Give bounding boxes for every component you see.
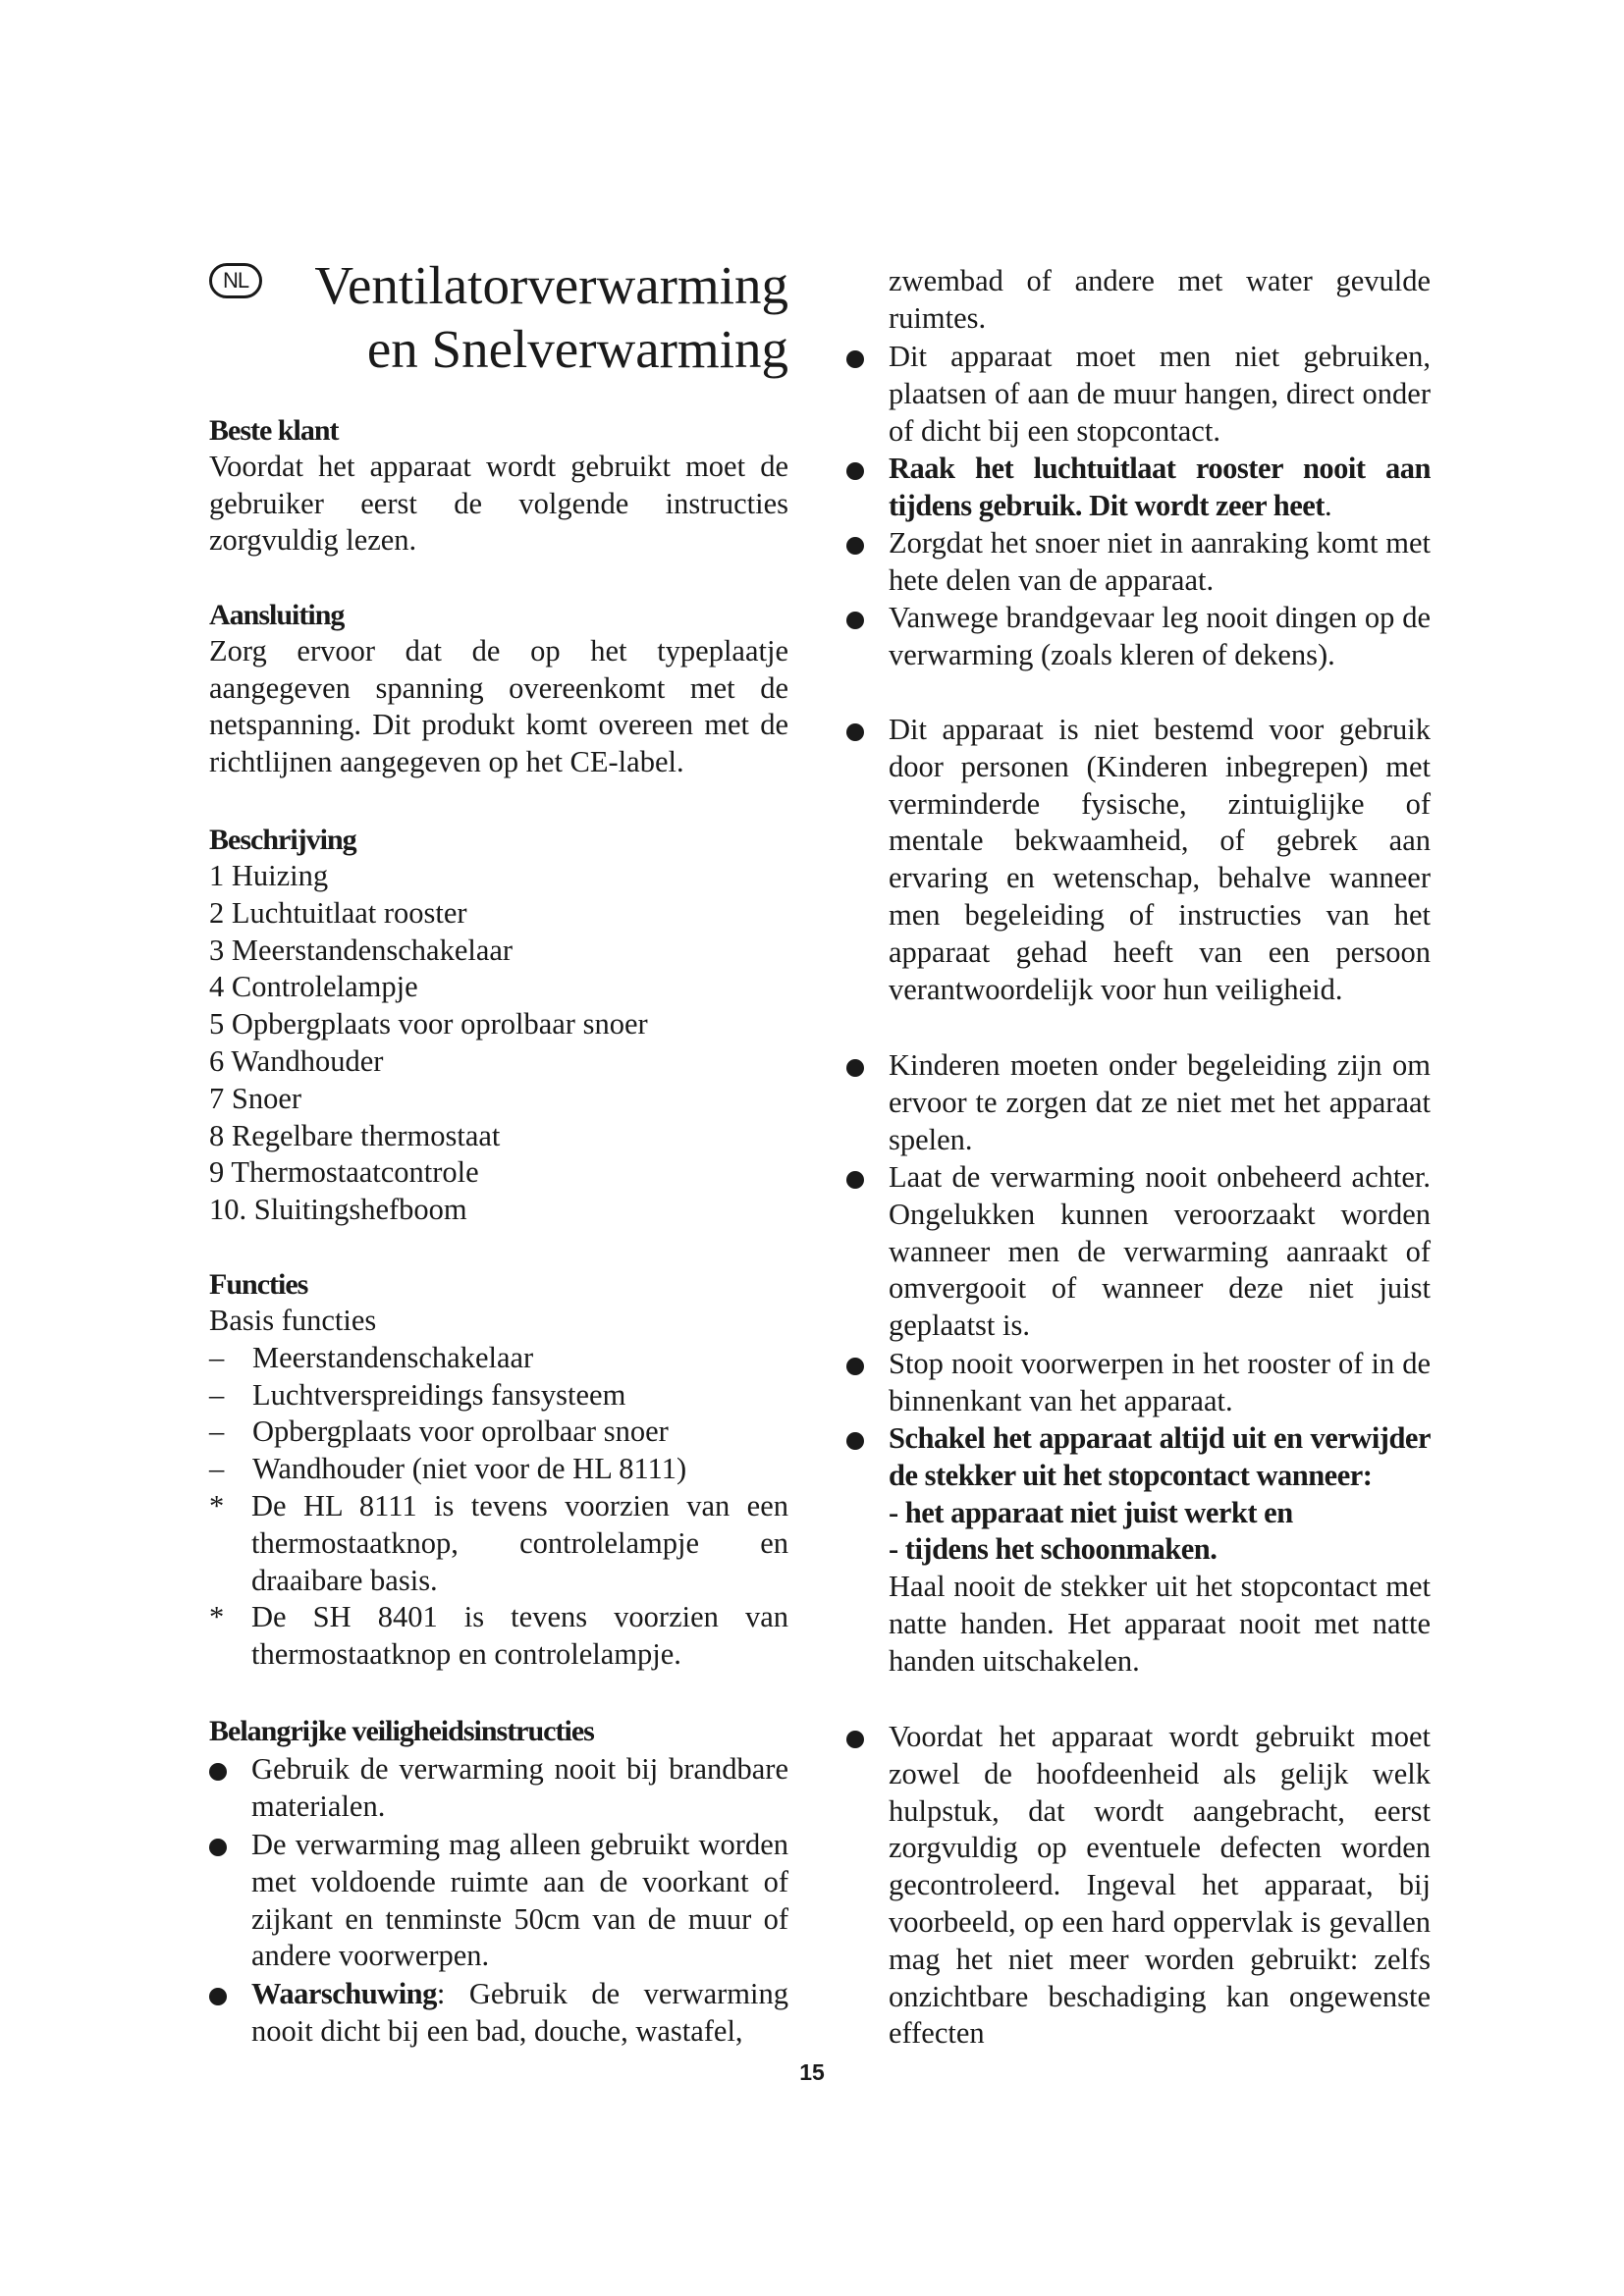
bullet-icon (209, 1839, 227, 1856)
bullet-icon (846, 612, 864, 629)
safety-bullet (846, 712, 1431, 1008)
warning-label: Waarschuwing (251, 1977, 437, 2010)
description-item: 9 Thermostaatcontrole (209, 1155, 479, 1190)
connection-heading: Aansluiting (209, 599, 345, 631)
description-item: 7 Snoer (209, 1081, 302, 1115)
safety-sub-item: - het apparaat niet juist werkt en (889, 1495, 1293, 1529)
bullet-icon (846, 1358, 864, 1375)
description-item: 10. Sluitingshefboom (209, 1193, 467, 1227)
function-item (209, 1340, 788, 1377)
safety-bullet-bold-text: Raak het luchtuitlaat rooster nooit aan tijdens gebruik. Dit wordt zeer heet (889, 452, 1431, 522)
bullet-icon (846, 537, 864, 555)
bullet-icon (209, 1763, 227, 1781)
safety-bullet (846, 525, 1431, 600)
function-item (209, 1451, 788, 1488)
safety-bullet (846, 1420, 1431, 1681)
safety-bullet-text: Vanwege brandgevaar leg nooit dingen op de verwarming (zoals kleren of dekens). (889, 601, 1431, 671)
safety-bullet-rest: Haal nooit de stekker uit het stopcontact met natte handen. Het apparaat nooit met natte handen uitschakelen. (889, 1570, 1431, 1678)
safety-bullet-text: Zorgdat het snoer niet in aanraking komt met hete delen van de apparaat. (889, 526, 1431, 597)
description-item: 4 Controlelampje (209, 970, 418, 1004)
safety-bullet-text: De verwarming mag alleen gebruikt worden met voldoende ruimte aan de voorkant of zijkant en tenminste 50cm van de muur of andere voorwerpen. (251, 1828, 788, 1973)
safety-bullet-text: Dit apparaat moet men niet gebruiken, plaatsen of aan de muur hangen, direct onder of dicht bij een stopcontact. (889, 340, 1431, 448)
bullet-icon (846, 1059, 864, 1077)
bullet-icon (846, 1432, 864, 1450)
function-item-text: Wandhouder (niet voor de HL 8111) (252, 1452, 687, 1486)
safety-bullet-text: Voordat het apparaat wordt gebruikt moet zowel de hoofdeenheid als gelijk welk hulpstuk, dat wordt aangebracht, eerst zorgvuldig op eventuele defecten worden gecontroleerd. Ingeval het apparaat, bij voorbeeld, op een hard oppervlak is gevallen mag het niet meer worden gebruikt: zelfs onzichtbare beschadiging kan ongewenste effecten (889, 1720, 1431, 2051)
safety-bullet (209, 1827, 788, 1975)
safety-bullet (846, 339, 1431, 450)
function-note-text: De HL 8111 is tevens voorzien van een thermostaatknop, controlelampje en draaibare basis. (251, 1488, 788, 1597)
safety-bullet (209, 1976, 788, 2051)
function-item (209, 1414, 788, 1451)
intro-text: Voordat het apparaat wordt gebruikt moet de gebruiker eerst de volgende instructies zorgvuldig lezen. (209, 450, 788, 557)
safety-bullet (846, 1719, 1431, 2053)
page-title-line-1: Ventilatorverwarming (314, 255, 788, 315)
safety-bullet (846, 600, 1431, 674)
safety-bullet (209, 1751, 788, 1826)
bullet-icon (846, 350, 864, 368)
safety-bullet-bold-text: Schakel het apparaat altijd uit en verwijder de stekker uit het stopcontact wanneer: (889, 1421, 1431, 1492)
connection-section (209, 597, 788, 780)
functions-subheading: Basis functies (209, 1304, 377, 1337)
safety-bullet-end: . (1324, 488, 1332, 522)
safety-bullet (846, 451, 1431, 525)
bullet-icon (846, 723, 864, 741)
safety-bullet-text: : Gebruik de verwarming nooit dicht bij een bad, douche, wastafel, (251, 1977, 788, 2048)
safety-bullet-text: Kinderen moeten onder begeleiding zijn om ervoor te zorgen dat ze niet met het apparaat spelen. (889, 1048, 1431, 1156)
function-item-text: Opbergplaats voor oprolbaar snoer (252, 1415, 669, 1449)
dash-marker: – (209, 1377, 225, 1412)
safety-bullet-text: Dit apparaat is niet bestemd voor gebruik door personen (Kinderen inbegrepen) met verminderde fysische, zintuiglijke of mentale bekwaamheid, of gebrek aan ervaring en wetenschap, behalve wanneer men begeleiding of instructies van het apparaat gehad heeft van een persoon verantwoordelijk voor hun veiligheid. (889, 713, 1431, 1006)
safety-bullet-continuation: zwembad of andere met water gevulde ruimtes. (889, 264, 1431, 335)
function-note (209, 1599, 788, 1674)
safety-bullet (846, 1159, 1431, 1345)
description-item: 1 Huizing (209, 859, 329, 892)
function-note-text: De SH 8401 is tevens voorzien van thermostaatknop en controlelampje. (251, 1600, 788, 1672)
dash-marker: – (209, 1415, 225, 1449)
function-item-text: Luchtverspreidings fansysteem (252, 1377, 626, 1412)
description-heading: Beschrijving (209, 824, 356, 856)
safety-sub-item: - tijdens het schoonmaken. (889, 1532, 1218, 1567)
functions-heading: Functies (209, 1268, 308, 1301)
description-item: 6 Wandhouder (209, 1043, 384, 1078)
function-item (209, 1377, 788, 1415)
description-item: 3 Meerstandenschakelaar (209, 933, 514, 967)
safety-bullet-text: Laat de verwarming nooit onbeheerd achter. Ongelukken kunnen veroorzaakt worden wanneer men de verwarming aanraakt of omvergooit of wanneer deze niet juist geplaatst is. (889, 1160, 1431, 1343)
language-badge: NL (209, 263, 262, 298)
connection-text: Zorg ervoor dat de op het typeplaatje aangegeven spanning overeenkomt met de netspanning. Dit produkt komt overeen met de richtlijnen aangegeven op het CE-label. (209, 634, 788, 778)
page-title-line-2: en Snelverwarming (366, 319, 788, 379)
bullet-icon (209, 1988, 227, 2005)
description-item: 5 Opbergplaats voor oprolbaar snoer (209, 1007, 648, 1041)
safety-bullet-text: Gebruik de verwarming nooit bij brandbare materialen. (251, 1752, 788, 1823)
function-item-text: Meerstandenschakelaar (252, 1340, 534, 1374)
description-item: 8 Regelbare thermostaat (209, 1118, 501, 1152)
safety-bullet (846, 1346, 1431, 1420)
bullet-icon (846, 462, 864, 480)
dash-marker: – (209, 1340, 225, 1374)
dash-marker: – (209, 1452, 225, 1486)
safety-bullet-text: Stop nooit voorwerpen in het rooster of in de binnenkant van het apparaat. (889, 1347, 1431, 1417)
description-section (209, 822, 788, 1229)
functions-section (209, 1266, 788, 1674)
page-number: 15 (799, 2059, 825, 2085)
safety-heading: Belangrijke veiligheidsinstructies (209, 1715, 594, 1747)
bullet-icon (846, 1171, 864, 1189)
asterisk-marker: * (209, 1488, 225, 1522)
safety-bullet (846, 1047, 1431, 1158)
intro-heading: Beste klant (209, 414, 339, 447)
asterisk-marker: * (209, 1600, 225, 1634)
intro-section (209, 412, 788, 560)
function-note (209, 1488, 788, 1599)
description-item: 2 Luchtuitlaat rooster (209, 895, 467, 930)
bullet-icon (846, 1731, 864, 1748)
